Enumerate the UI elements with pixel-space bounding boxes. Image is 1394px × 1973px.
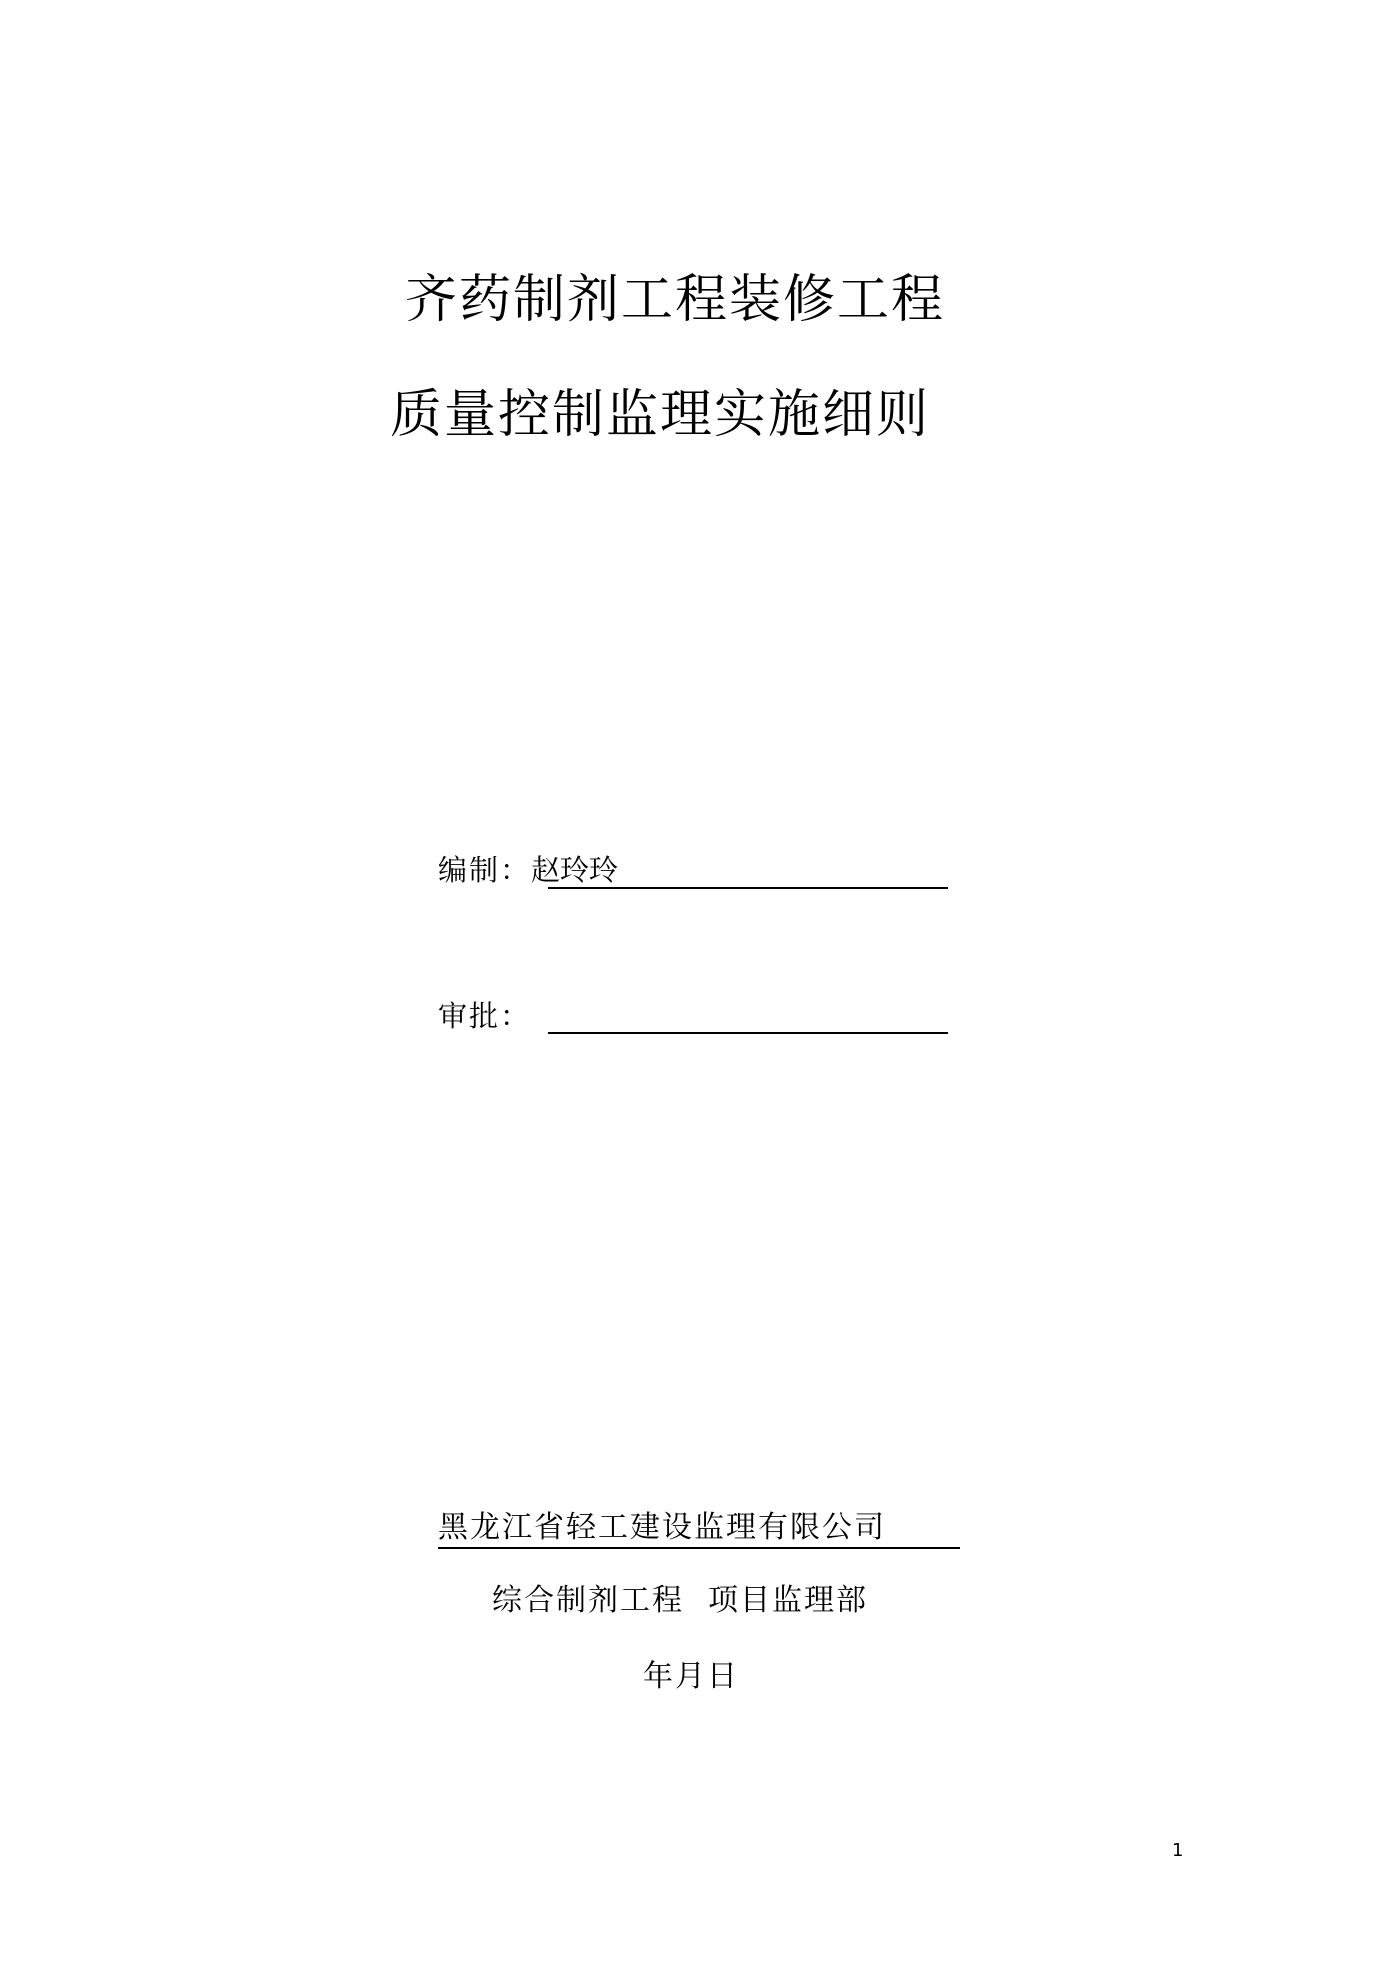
document-date: 年月日 <box>643 1659 739 1694</box>
company-underline <box>438 1547 960 1549</box>
compiled-by-field <box>438 852 618 888</box>
approved-by-field <box>438 998 531 1034</box>
document-title-line-1: 齐药制剂工程装修工程 <box>405 270 946 330</box>
project-department-part-2: 项目监理部 <box>708 1583 868 1618</box>
approved-by-label: 审批： <box>438 999 532 1033</box>
project-department <box>492 1582 868 1620</box>
compiled-by-underline <box>548 887 948 889</box>
project-department-part-1: 综合制剂工程 <box>492 1583 684 1618</box>
approved-by-underline <box>548 1032 948 1034</box>
company-name: 黑龙江省轻工建设监理有限公司 <box>438 1510 886 1545</box>
compiled-by-value: 赵玲玲 <box>531 853 619 887</box>
page-number: 1 <box>1172 1840 1184 1861</box>
document-title-line-2: 质量控制监理实施细则 <box>390 385 931 445</box>
compiled-by-label: 编制： <box>438 853 532 887</box>
